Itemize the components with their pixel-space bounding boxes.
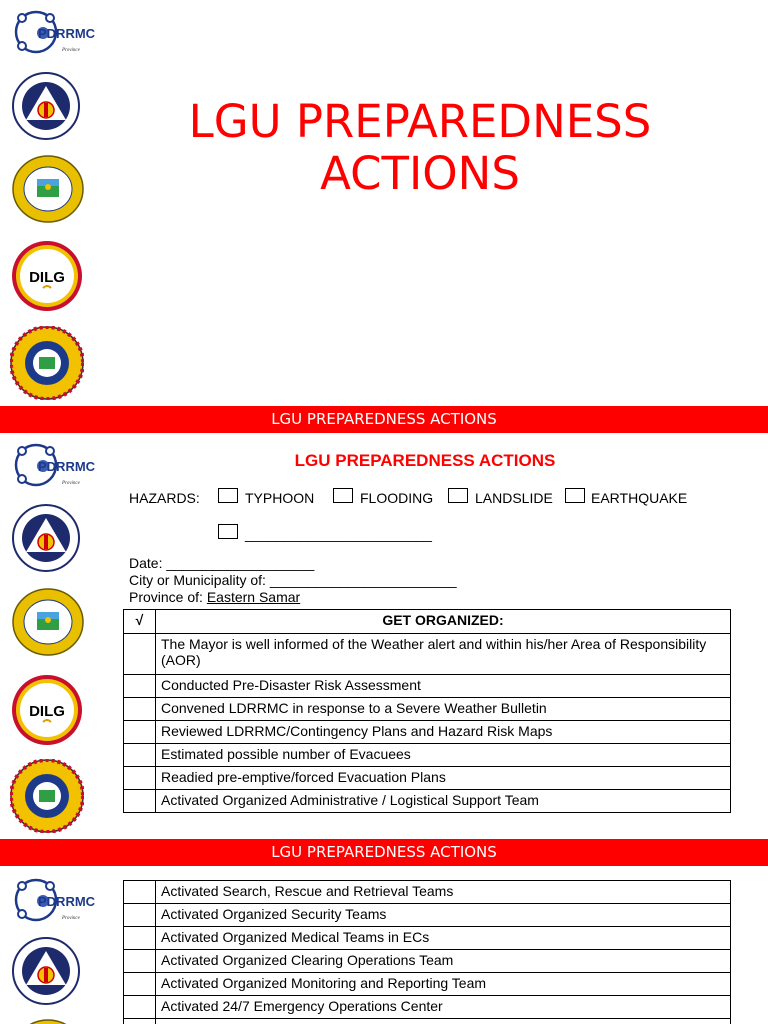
check-cell[interactable] [124, 927, 156, 950]
svg-text:PDRRMC: PDRRMC [38, 459, 96, 474]
item-text: The Mayor is well informed of the Weather alert and within his/her Area of Responsibility (AOR) [156, 634, 731, 675]
logo-column [0, 0, 110, 406]
check-cell[interactable] [124, 744, 156, 767]
dilg-seal-logo [11, 240, 83, 312]
svg-text:Province: Province [62, 481, 80, 486]
landslide-label: LANDSLIDE [475, 490, 553, 506]
table-row [124, 698, 731, 721]
pdrrmc-logo [10, 874, 102, 926]
item-text: Estimated possible number of Evacuees [156, 744, 731, 767]
logo-column [0, 406, 110, 839]
item-text: Reviewed LDRRMC/Contingency Plans and Hazard Risk Maps [156, 721, 731, 744]
table-row [124, 634, 731, 675]
item-text: Activated 24/7 Emergency Operations Center [156, 996, 731, 1019]
check-cell[interactable] [124, 698, 156, 721]
ocd-seal-logo [12, 937, 80, 1005]
check-cell[interactable] [124, 973, 156, 996]
item-text: Convened LDRRMC in response to a Severe Weather Bulletin [156, 698, 731, 721]
table-row [124, 996, 731, 1019]
table-row [124, 904, 731, 927]
item-text: Readied pre-emptive/forced Evacuation Plans [156, 767, 731, 790]
check-cell[interactable] [124, 767, 156, 790]
other-hazard-blank[interactable]: ________________________ [245, 526, 432, 542]
svg-text:DILG: DILG [29, 703, 65, 720]
hazards-label: HAZARDS: [129, 490, 200, 506]
check-cell[interactable] [124, 950, 156, 973]
provincial-seal-logo [10, 759, 84, 833]
eastern-samar-seal-logo [12, 1019, 84, 1024]
item-text: Activated Organized Security Teams [156, 904, 731, 927]
slide-title: LGU PREPAREDNESS ACTIONS [188, 95, 652, 200]
table-header-row [124, 610, 731, 634]
province-label: Province of: [129, 589, 207, 605]
table-row [124, 790, 731, 813]
pdrrmc-logo-text: PDRRMC [38, 26, 96, 41]
item-text: Activated Organized Medical Teams in ECs [156, 927, 731, 950]
city-field[interactable]: City or Municipality of: ________________________ [129, 572, 457, 588]
check-column-header: √ [124, 610, 156, 634]
flooding-label: FLOODING [360, 490, 434, 506]
province-value: Eastern Samar [206, 589, 301, 605]
item-text: Activated Organized Clearing Operations Team [156, 950, 731, 973]
get-organized-table [123, 609, 731, 813]
table-row [124, 927, 731, 950]
date-field[interactable]: Date: ___________________ [129, 555, 315, 571]
table-row [124, 1019, 731, 1024]
slide-banner: LGU PREPAREDNESS ACTIONS [0, 839, 768, 866]
landslide-checkbox[interactable] [448, 488, 468, 503]
check-cell[interactable] [124, 790, 156, 813]
table-row [124, 767, 731, 790]
item-text: Activated Organized Monitoring and Reporting Team [156, 973, 731, 996]
check-cell[interactable] [124, 1019, 156, 1024]
earthquake-checkbox[interactable] [565, 488, 585, 503]
table-row [124, 973, 731, 996]
table-row [124, 881, 731, 904]
check-cell[interactable] [124, 721, 156, 744]
check-cell[interactable] [124, 675, 156, 698]
pdrrmc-logo [10, 439, 102, 491]
provincial-seal-logo [10, 326, 84, 400]
ocd-seal-logo [12, 72, 80, 140]
province-field [129, 589, 300, 605]
check-cell[interactable] [124, 904, 156, 927]
item-text [156, 1019, 731, 1024]
earthquake-label: EARTHQUAKE [591, 490, 688, 506]
other-hazard-checkbox[interactable] [218, 524, 238, 539]
get-organized-table-continued [123, 880, 731, 1024]
table-row [124, 744, 731, 767]
svg-text:Province: Province [62, 916, 80, 921]
checklist-slide-1 [0, 406, 768, 839]
check-cell[interactable] [124, 881, 156, 904]
section-header: GET ORGANIZED: [156, 610, 731, 634]
typhoon-label: TYPHOON [245, 490, 315, 506]
svg-text:Province: Province [62, 48, 80, 53]
table-row [124, 675, 731, 698]
check-cell[interactable] [124, 634, 156, 675]
item-text: Activated Search, Rescue and Retrieval Teams [156, 881, 731, 904]
item-text: Conducted Pre-Disaster Risk Assessment [156, 675, 731, 698]
title-slide [0, 0, 768, 406]
table-row [124, 721, 731, 744]
typhoon-checkbox[interactable] [218, 488, 238, 503]
ocd-seal-logo [12, 504, 80, 572]
dilg-seal-logo [11, 674, 83, 746]
eastern-samar-seal-logo [12, 588, 84, 656]
check-cell[interactable] [124, 996, 156, 1019]
flooding-checkbox[interactable] [333, 488, 353, 503]
eastern-samar-seal-logo [12, 155, 84, 223]
table-row [124, 950, 731, 973]
pdrrmc-logo [10, 6, 102, 58]
logo-column [0, 839, 110, 1024]
dilg-logo-text: DILG [29, 269, 65, 286]
svg-text:PDRRMC: PDRRMC [38, 894, 96, 909]
form-title: LGU PREPAREDNESS ACTIONS [294, 451, 556, 470]
checklist-slide-2 [0, 839, 768, 1024]
slide-banner: LGU PREPAREDNESS ACTIONS [0, 406, 768, 433]
item-text: Activated Organized Administrative / Logistical Support Team [156, 790, 731, 813]
